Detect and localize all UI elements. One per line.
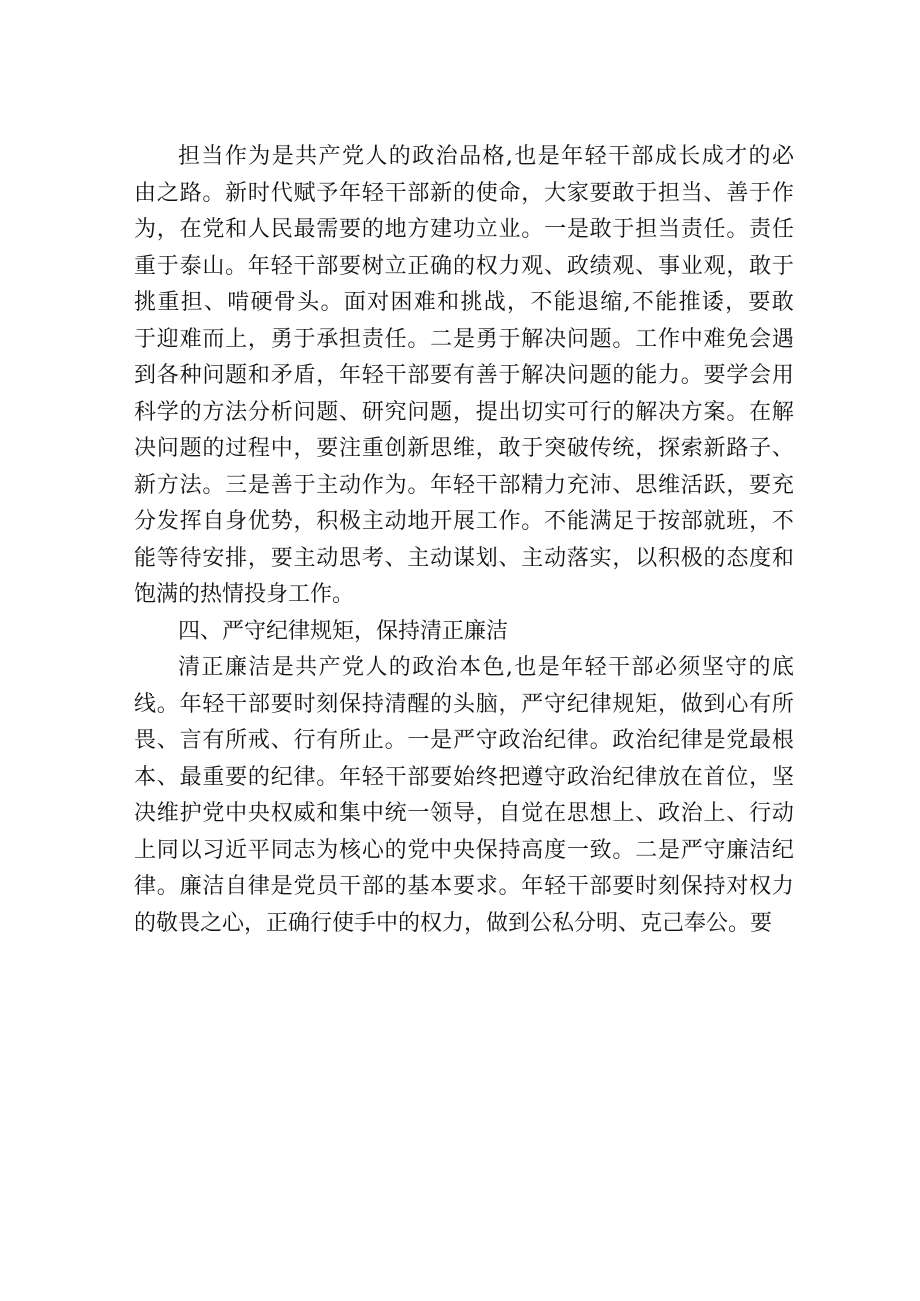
text-line: 的敬畏之心，正确行使手中的权力，做到公私分明、克己奉公。要 (134, 910, 773, 936)
text-line: 清 正 廉 洁 是 共 产 党 人 的 政 治 本 色 , 也 是 年 轻 干 部 必 须 坚 守 的 底 (178, 655, 794, 680)
document-body (134, 139, 794, 942)
text-line: 本 、 最 重 要 的 纪 律 。 年 轻 干 部 要 始 终 把 遵 守 政 治 纪 律 放 在 首 位 ， 坚 (134, 764, 794, 790)
section-heading (134, 614, 794, 651)
text-line: 能 等 待 安 排 ， 要 主 动 思 考 、 主 动 谋 划 、 主 动 落 实 ， 以 积 极 的 态 度 和 (134, 545, 794, 571)
text-line: 担 当 作 为 是 共 产 党 人 的 政 治 品 格 , 也 是 年 轻 干 部 成 长 成 才 的 必 (178, 144, 794, 169)
text-line: 决 问 题 的 过 程 中 ， 要 注 重 创 新 思 维 ， 敢 于 突 破 传 统 ， 探 索 新 路 子 、 (134, 436, 794, 461)
text-line: 畏 、 言 有 所 戒 、 行 有 所 止 。 一 是 严 守 政 治 纪 律 。 政 治 纪 律 是 党 最 根 (134, 728, 794, 753)
text-line: 线 。 年 轻 干 部 要 时 刻 保 持 清 醒 的 头 脑 ， 严 守 纪 律 规 矩 ， 做 到 心 有 所 (134, 691, 794, 717)
text-line: 到 各 种 问 题 和 矛 盾 ， 年 轻 干 部 要 有 善 于 解 决 问 题 的 能 力 。 要 学 会 用 (134, 363, 794, 388)
heading-text: 四、严守纪律规矩，保持清正廉洁 (178, 618, 509, 644)
text-line: 饱满的热情投身工作。 (134, 582, 355, 607)
text-line: 科 学 的 方 法 分 析 问 题 、 研 究 问 题 ， 提 出 切 实 可 行 的 解 决 方 案 。 在 解 (134, 399, 794, 425)
text-line: 律 。 廉 洁 自 律 是 党 员 干 部 的 基 本 要 求 。 年 轻 干 部 要 时 刻 保 持 对 权 力 (134, 874, 794, 899)
text-line: 为 ， 在 党 和 人 民 最 需 要 的 地 方 建 功 立 业 。 一 是 敢 于 担 当 责 任 。 责 任 (134, 217, 794, 242)
text-line: 新 方 法 。 三 是 善 于 主 动 作 为 。 年 轻 干 部 精 力 充 沛 、 思 维 活 跃 ， 要 充 (134, 472, 794, 498)
text-line: 由 之 路 。 新 时 代 赋 予 年 轻 干 部 新 的 使 命 ， 大 家 要 敢 于 担 当 、 善 于 作 (134, 180, 794, 206)
text-line: 于 迎 难 而 上 ， 勇 于 承 担 责 任 。 二 是 勇 于 解 决 问 题 。 工 作 中 难 免 会 遇 (134, 326, 794, 352)
text-line: 重 于 泰 山 。 年 轻 干 部 要 树 立 正 确 的 权 力 观 、 政 绩 观 、 事 业 观 ， 敢 于 (134, 253, 794, 279)
text-line: 决 维 护 党 中 央 权 威 和 集 中 统 一 领 导 ， 自 觉 在 思 想 上 、 政 治 上 、 行 动 (134, 801, 794, 826)
paragraph (134, 139, 794, 614)
text-line: 分 发 挥 自 身 优 势 ， 积 极 主 动 地 开 展 工 作 。 不 能 满 足 于 按 部 就 班 ， 不 (134, 509, 794, 534)
paragraph (134, 650, 794, 942)
text-line: 上 同 以 习 近 平 同 志 为 核 心 的 党 中 央 保 持 高 度 一 致 。 二 是 严 守 廉 洁 纪 (134, 837, 794, 863)
text-line: 挑 重 担 、 啃 硬 骨 头 。 面 对 困 难 和 挑 战 ， 不 能 退 缩 , 不 能 推 诿 ， 要 敢 (134, 290, 794, 315)
